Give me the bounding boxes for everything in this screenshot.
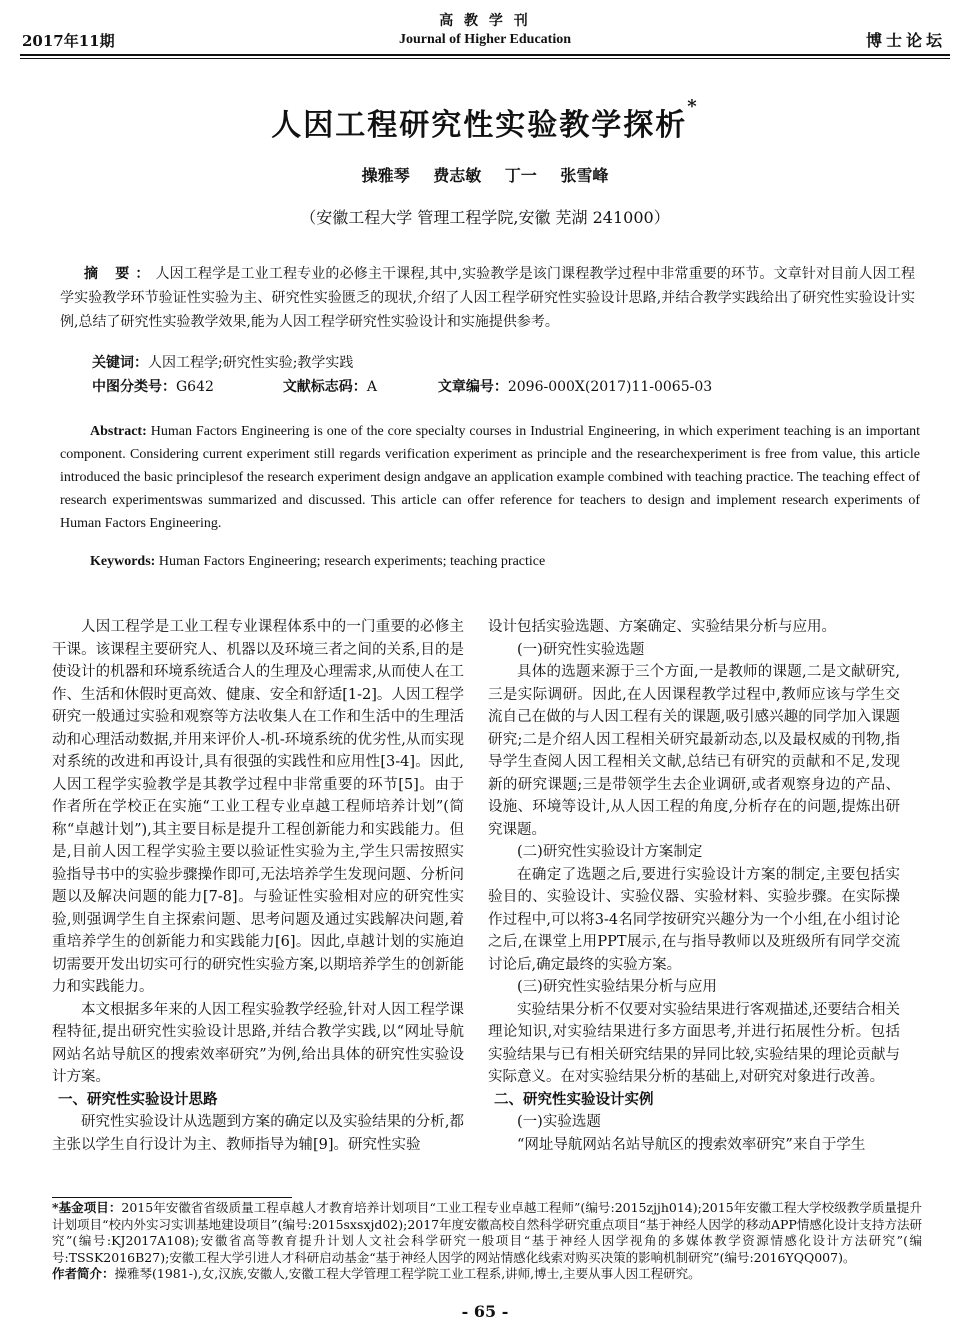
abstract-en-text: Human Factors Engineering is one of the core specialty courses in Industrial Engineering, in which experiment teaching is an important component. Considering current experiment still regards verification experiment as principle and the researchexperiment is free from value, this article introduced the basic principlesof the research experiment design andgave an application example combined with teaching practice. The teaching effect of research experimentswas summarized and discussed. This article can offer reference for teachers to design and implement research experiments of Human Factors Engineering. — [60, 424, 921, 531]
footnote-rule — [52, 1197, 292, 1198]
subsection-heading: (一)实验选题 — [517, 1114, 601, 1130]
keywords-en — [90, 554, 920, 570]
body-column-left — [52, 616, 464, 1156]
keywords-en-text: Human Factors Engineering; research experiments; teaching practice — [158, 554, 546, 569]
header-rule-thin — [20, 58, 950, 59]
subsection-heading: (二)研究性实验设计方案制定 — [517, 844, 703, 860]
page-number: - 65 - — [461, 1302, 509, 1321]
keywords-en-label: Keywords: — [90, 554, 156, 569]
clc-label: 中图分类号： — [92, 379, 176, 395]
abstract-cn — [60, 262, 915, 334]
subsection-heading: (一)研究性实验选题 — [517, 641, 645, 658]
keywords-cn — [92, 352, 922, 374]
abstract-en-label: Abstract: — [90, 424, 147, 439]
title-footnote-mark: * — [687, 96, 699, 117]
footnotes — [52, 1200, 922, 1283]
classification-line — [92, 376, 922, 398]
subsection-heading: (三)研究性实验结果分析与应用 — [517, 979, 717, 995]
header-rule — [20, 54, 950, 56]
affiliation: （安徽工程大学 管理工程学院,安徽 芜湖 241000） — [300, 208, 670, 227]
journal-name-en: Journal of Higher Education — [398, 32, 572, 47]
doc-code-label: 文献标志码： — [282, 379, 367, 395]
abstract-cn-text: 人因工程学是工业工程专业的必修主干课程,其中,实验教学是该门课程教学过程中非常重要的环节。文章针对目前人因工程学实验教学环节验证性实验为主、研究性实验匮乏的现状,介绍了人因工程学研究性实验设计思路,并结合教学实践给出了研究性实验设计实例,总结了研究性实验教学效果,能为人因工程学研究性实验设计和实施提供参考。 — [60, 266, 915, 330]
body-paragraph: “网址导航网站名站导航区的搜索效率研究”来自于学生 — [517, 1136, 866, 1153]
authors: 操雅琴 费志敏 丁一 张雪峰 — [361, 166, 609, 185]
section-name: 博士论坛 — [865, 31, 946, 50]
issue-date: 2017年11期 — [22, 32, 115, 50]
fund-text: 2015年安徽省省级质量工程卓越人才教育培养计划项目“工业工程专业卓越工程师”(编号:2015zjjh014);2015年安徽工程大学校级教学质量提升计划项目“校内外实习实训基地建设项目”(编号:2015sxsxjd02);2017年度安徽高校自然科学研究重点项目“基于神经人因学的移动APP情感化设计支持方法研究”(编号:KJ2017A108);安徽省高等教育提升计划人文社会科学研究一般项目“基于神经人因学视角的多媒体教学资源情感化设计方法研究”(编号:TSSK2016B27);安徽工程大学引进人才科研启动基金“基于神经人因学的网站情感化线索对购买决策的影响机制研究”(编号:2016YQQ007)。 — [52, 1200, 922, 1265]
author-footnote — [52, 1266, 922, 1283]
journal-masthead — [0, 10, 970, 48]
body-paragraph: 本文根据多年来的人因工程实验教学经验,针对人因工程学课程特征,提出研究性实验设计思路,并结合教学实践,以“网址导航网站名站导航区的搜索效率研究”为例,给出具体的研究性实验设计方案。 — [52, 1001, 464, 1085]
article-no-label: 文章编号： — [437, 379, 508, 395]
section-heading: 一、研究性实验设计思路 — [58, 1090, 218, 1108]
body-paragraph: 人因工程学是工业工程专业课程体系中的一门重要的必修主干课。该课程主要研究人、机器以及环境三者之间的关系,目的是使设计的机器和环境系统适合人的生理及心理需求,从而使人在工作、生活和休假时更高效、健康、安全和舒适[1-2]。人因工程学研究一般通过实验和观察等方法收集人在工作和生活中的生理活动和心理活动数据,并用来评价人-机-环境系统的优劣性,从而实现对系统的改进和再设计,具有很强的实践性和应用性[3-4]。因此,人因工程学实验教学是其教学过程中非常重要的环节[5]。由于作者所在学校正在实施“工业工程专业卓越工程师培养计划”(简称“卓越计划”),其主要目标是提升工程创新能力和实践能力。但是,目前人因工程学实验主要以验证性实验为主,学生只需按照实验指导书中的实验步骤操作即可,无法培养学生发现问题、分析问题以及解决问题的能力[7-8]。与验证性实验相对应的研究性实验,则强调学生自主探索问题、思考问题及通过实践解决问题,着重培养学生的创新能力和实践能力[6]。因此,卓越计划的实施迫切需要开发出切实可行的研究性实验方案,以期培养学生的创新能力和实践能力。 — [52, 619, 464, 995]
doc-code-value: A — [366, 379, 377, 395]
body-paragraph: 实验结果分析不仅要对实验结果进行客观描述,还要结合相关理论知识,对实验结果进行多方面思考,并进行拓展性分析。包括实验结果与已有相关研究结果的异同比较,实验结果的理论贡献与实际意义。在对实验结果分析的基础上,对研究对象进行改善。 — [488, 1001, 900, 1085]
body-paragraph: 在确定了选题之后,要进行实验设计方案的制定,主要包括实验目的、实验设计、实验仪器、实验材料、实验步骤。在实际操作过程中,可以将3-4名同学按研究兴趣分为一个小组,在小组讨论之后,在课堂上用PPT展示,在与指导教师以及班级所有同学交流讨论后,确定最终的实验方案。 — [488, 866, 900, 973]
title-text: 人因工程研究性实验教学探析 — [271, 108, 688, 143]
keywords-cn-text: 人因工程学;研究性实验;教学实践 — [148, 355, 354, 371]
author-bio-text: 操雅琴(1981-),女,汉族,安徽人,安徽工程大学管理工程学院工业工程系,讲师,博士,主要从事人因工程研究。 — [114, 1266, 701, 1281]
body-paragraph: 具体的选题来源于三个方面,一是教师的课题,二是文献研究,三是实际调研。因此,在人因课程教学过程中,教师应该与学生交流自己在做的与人因工程有关的课题,吸引感兴趣的同学加入课题研究;二是介绍人因工程相关研究最新动态,以及最权威的刊物,指导学生查阅人因工程相关文献,总结已有研究的贡献和不足,发现新的研究课题;三是带领学生去企业调研,或者观察身边的产品、设施、环境等设计,从人因工程的角度,分析存在的问题,提炼出研究课题。 — [488, 664, 900, 838]
journal-name-cn: 高 教 学 刊 — [439, 13, 531, 29]
fund-label: *基金项目： — [52, 1200, 122, 1215]
section-heading: 二、研究性实验设计实例 — [494, 1090, 654, 1108]
keywords-cn-label: 关键词： — [92, 355, 148, 371]
body-column-right — [488, 616, 900, 1156]
body-paragraph: 设计包括实验选题、方案确定、实验结果分析与应用。 — [488, 619, 836, 635]
author-bio-label: 作者简介： — [52, 1266, 115, 1281]
clc-value: G642 — [176, 379, 214, 395]
paper-title — [0, 96, 970, 144]
body-paragraph: 研究性实验设计从选题到方案的确定以及实验结果的分析,都主张以学生自行设计为主、教师指导为辅[9]。研究性实验 — [52, 1114, 464, 1153]
abstract-en — [60, 420, 920, 535]
fund-footnote — [52, 1200, 922, 1266]
article-no-value: 2096-000X(2017)11-0065-03 — [507, 379, 713, 395]
abstract-cn-label: 摘 要： — [84, 266, 156, 282]
